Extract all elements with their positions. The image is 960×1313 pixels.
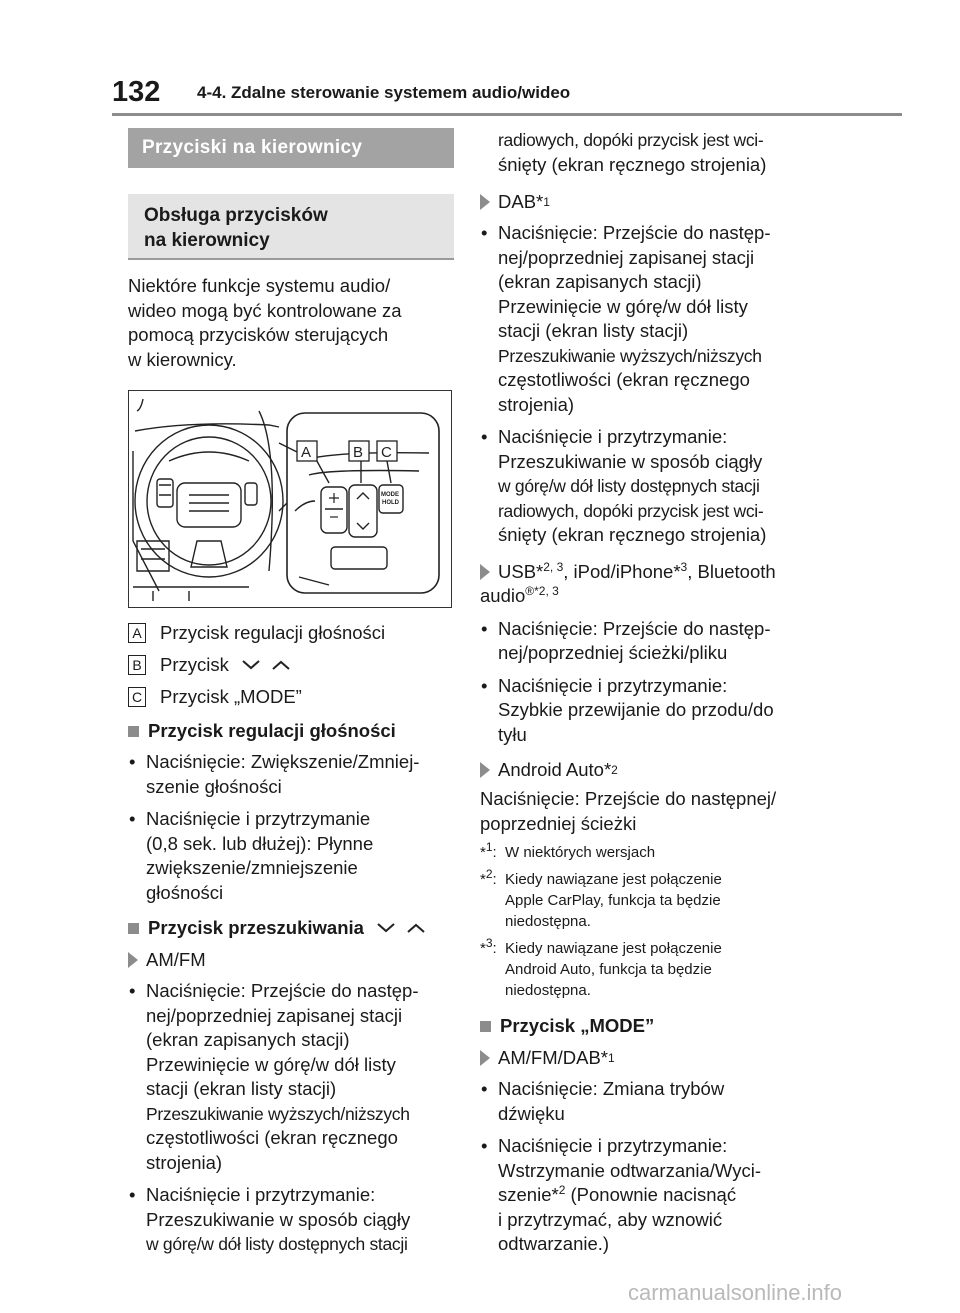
amfm-label-text: AM/FM [146, 949, 206, 970]
triangle-bullet-icon [128, 952, 138, 968]
bullet [480, 1077, 810, 1126]
running-header: 4-4. Zdalne sterowanie systemem audio/wideo [197, 83, 571, 102]
line: Wstrzymanie odtwarzania/Wyci- [498, 1159, 762, 1181]
line: Kiedy nawiązane jest połączenie [505, 871, 722, 888]
line: radiowych, dopóki przycisk jest wci- [498, 500, 764, 521]
usb-text: , Bluetooth [687, 560, 776, 582]
triangle-bullet-icon [480, 1050, 490, 1066]
mode-label: AM/FM/DAB* 1 [480, 1047, 810, 1069]
line: tyłu [498, 723, 527, 745]
line: • Naciśnięcie i przytrzymanie: [498, 674, 728, 696]
line: szenie głośności [146, 775, 282, 797]
line: • Naciśnięcie: Zwiększenie/Zmniej- [146, 751, 420, 772]
bullet [128, 979, 454, 1175]
line: i przytrzymać, aby wznowić [498, 1208, 723, 1230]
line: nej/poprzedniej zapisanej stacji [498, 246, 755, 268]
line: • Naciśnięcie: Przejście do następ- [498, 222, 771, 243]
mode-button-text: MODE [381, 492, 399, 498]
bullet [480, 221, 810, 417]
line: niedostępna. [505, 913, 591, 930]
line: strojenia) [498, 393, 575, 415]
line: śnięty (ekran ręcznego strojenia) [498, 524, 767, 545]
line: • Naciśnięcie: Zmiana trybów [498, 1078, 725, 1099]
android-auto-label: Android Auto* 2 [480, 759, 810, 781]
continued-text [480, 128, 810, 177]
android-auto-text: Android Auto* [498, 759, 612, 780]
mode-label-text: AM/FM/DAB* [498, 1047, 608, 1068]
line: częstotliwości (ekran ręcznego [498, 369, 750, 390]
label-a: A [301, 444, 312, 461]
right-column [480, 128, 810, 1257]
footnote [480, 938, 810, 1001]
volume-heading-text: Przycisk regulacji głośności [148, 720, 396, 741]
page-number: 132 [112, 76, 161, 108]
label-b: B [353, 444, 364, 461]
square-bullet-icon [128, 726, 139, 737]
line: stacji (ekran listy stacji) [498, 320, 689, 341]
usb-text: USB* [498, 560, 544, 582]
intro-line: Niektóre funkcje systemu audio/ [128, 275, 391, 296]
line: nej/poprzedniej ścieżki/pliku [498, 642, 728, 663]
line: • Naciśnięcie i przytrzymanie: [146, 1184, 376, 1205]
line: stacji (ekran listy stacji) [146, 1078, 337, 1099]
triangle-bullet-icon [480, 564, 490, 580]
usb-label-line2 [480, 584, 810, 609]
footnotes [480, 842, 810, 1001]
intro-paragraph [128, 274, 454, 372]
line: • Naciśnięcie i przytrzymanie: [498, 1135, 728, 1156]
mode-heading-text: Przycisk „MODE” [500, 1015, 655, 1036]
line: Szybkie przewijanie do przodu/do [498, 699, 774, 720]
triangle-bullet-icon [480, 762, 490, 778]
steering-wheel-drawing [129, 391, 451, 607]
line: śnięty (ekran ręcznego strojenia) [498, 153, 767, 175]
bullet [480, 1134, 810, 1257]
legend [128, 622, 454, 708]
line: Przeszukiwanie wyższych/niższych [146, 1103, 410, 1124]
android-auto-desc [480, 787, 810, 836]
line: w górę/w dół listy dostępnych stacji [498, 476, 760, 496]
footnote-ref: 2, 3 [543, 559, 564, 574]
line: szenie*$^2$ (Ponownie nacisnąć [498, 1182, 737, 1205]
steering-wheel-illustration [128, 390, 452, 608]
footnote-mark: *$^2$: [480, 867, 497, 888]
line: strojenia) [146, 1151, 223, 1173]
line: • Naciśnięcie: Przejście do następ- [498, 617, 771, 639]
line: (0,8 sek. lub dłużej): Płynne [146, 832, 374, 854]
left-column [128, 128, 454, 1257]
footnote-ref: ®*2, 3 [525, 583, 559, 598]
square-bullet-icon [128, 923, 139, 934]
section-heading: Przyciski na kierownicy [128, 128, 454, 168]
legend-row-b [128, 654, 454, 676]
footnote [480, 842, 810, 863]
hold-button-text: HOLD [382, 500, 399, 506]
amfm-label [128, 949, 454, 971]
line: odtwarzanie.) [498, 1233, 610, 1254]
footnote-mark: *$^1$: [480, 840, 497, 861]
legend-row-a [128, 622, 454, 644]
intro-line: pomocą przycisków sterujących [128, 324, 389, 345]
badge-b: B [128, 655, 146, 675]
footnote-mark: *$^3$: [480, 936, 497, 957]
chevron-down-up-icon [374, 920, 430, 936]
line: w górę/w dół listy dostępnych stacji [146, 1234, 408, 1254]
subsection-heading-line1: Obsługa przycisków [144, 205, 328, 226]
line: Przeszukiwanie wyższych/niższych [498, 345, 762, 366]
footnote-ref: 3 [680, 559, 688, 574]
line: częstotliwości (ekran ręcznego [146, 1127, 398, 1148]
usb-label [480, 560, 810, 609]
dab-label-text: DAB* [498, 191, 544, 212]
legend-text: Przycisk „MODE” [160, 686, 302, 707]
search-heading [128, 917, 454, 939]
line: • Naciśnięcie i przytrzymanie [146, 808, 371, 829]
badge-a: A [128, 623, 146, 643]
header-rule [112, 113, 902, 116]
line: Przeszukiwanie w sposób ciągły [146, 1208, 411, 1230]
line: głośności [146, 881, 224, 903]
line: radiowych, dopóki przycisk jest wci- [498, 130, 764, 150]
line: Przewinięcie w górę/w dół listy [498, 295, 748, 317]
line: Przeszukiwanie w sposób ciągły [498, 450, 763, 472]
usb-text: audio [480, 585, 526, 606]
subsection-heading [128, 194, 454, 260]
legend-row-c [128, 686, 454, 708]
footnote [480, 869, 810, 932]
intro-line: w kierownicy. [128, 348, 237, 370]
line: poprzedniej ścieżki [480, 812, 637, 834]
watermark: carmanualsonline.info [628, 1280, 843, 1305]
triangle-bullet-icon [480, 194, 490, 210]
chevron-down-up-icon [239, 657, 295, 673]
mode-heading [480, 1015, 810, 1037]
bullet [128, 807, 454, 905]
line: • Naciśnięcie i przytrzymanie: [498, 426, 728, 447]
line: • Naciśnięcie: Przejście do następ- [146, 980, 419, 1001]
intro-line: wideo mogą być kontrolowane za [128, 299, 402, 321]
volume-heading [128, 720, 454, 742]
line: (ekran zapisanych stacji) [146, 1029, 350, 1050]
line: Przewinięcie w górę/w dół listy [146, 1053, 396, 1075]
line: niedostępna. [505, 982, 591, 999]
usb-text: , iPod/iPhone* [563, 560, 681, 582]
legend-text: Przycisk [160, 654, 229, 675]
dab-label: DAB* 1 [480, 191, 810, 213]
label-c: C [381, 444, 392, 461]
line: Naciśnięcie: Przejście do następnej/ [480, 788, 777, 809]
line: (ekran zapisanych stacji) [498, 271, 702, 292]
square-bullet-icon [480, 1021, 491, 1032]
line: W niektórych wersjach [505, 844, 656, 861]
badge-c: C [128, 687, 146, 707]
line: zwiększenie/zmniejszenie [146, 857, 358, 878]
legend-text: Przycisk regulacji głośności [160, 622, 386, 643]
bullet [128, 750, 454, 799]
line: Kiedy nawiązane jest połączenie [505, 940, 722, 957]
bullet [480, 425, 810, 548]
usb-label-line1 [498, 560, 810, 585]
search-heading-text: Przycisk przeszukiwania [148, 917, 364, 938]
line: Android Auto, funkcja ta będzie [505, 961, 712, 978]
line: Apple CarPlay, funkcja ta będzie [505, 892, 721, 909]
bullet [480, 674, 810, 748]
line: nej/poprzedniej zapisanej stacji [146, 1004, 403, 1026]
subsection-heading-line2: na kierownicy [144, 230, 270, 251]
bullet [480, 617, 810, 666]
bullet [128, 1183, 454, 1257]
line: dźwięku [498, 1102, 565, 1124]
